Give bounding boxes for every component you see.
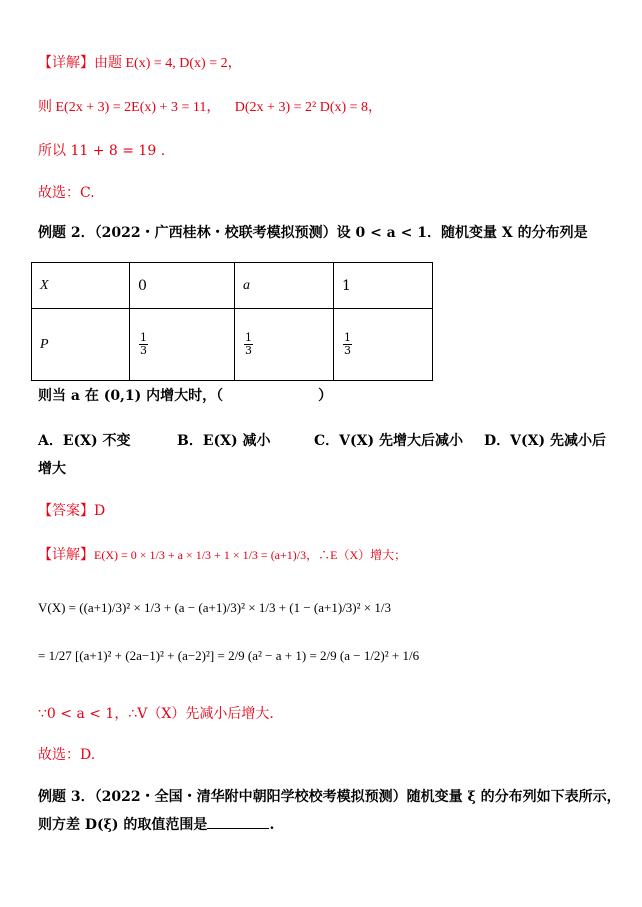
- ex2-answer: 【答案】D: [38, 503, 106, 519]
- ex1-solution-line1: [38, 52, 242, 72]
- table-cell: $\frac{1}{3}$: [235, 309, 334, 381]
- variance-line1: V(X) = ((a+1)/3)² × 1/3 + (a − (a+1)/3)² × 1/3 + (1 − (a+1)/3)² × 1/3: [38, 600, 391, 615]
- table-cell: P: [32, 309, 130, 381]
- table-cell: X: [32, 263, 130, 309]
- distribution-table: [31, 262, 433, 381]
- ex3-line2: 则方差 D(ξ) 的取值范围是 .: [38, 817, 275, 833]
- ex1-solution-line3: 所以 11 + 8 = 19 .: [38, 143, 166, 159]
- solution-tag: 【详解】: [38, 55, 94, 71]
- ex2-solution-ex: [38, 544, 406, 564]
- table-row-p: [32, 309, 433, 381]
- table-cell: 1: [334, 263, 433, 309]
- option-b: B．E(X) 减小: [177, 433, 271, 449]
- option-d-continued: 增大: [38, 461, 66, 477]
- ex2-conclusion: ∵0 < a < 1，∴V（X）先减小后增大.: [38, 706, 274, 722]
- ex2-title: 例题 2．（2022・广西桂林・校联考模拟预测）设 0 < a < 1．随机变量 X 的分布列是: [38, 225, 588, 241]
- ex1-solution-line2: [38, 96, 382, 116]
- expectation-calc: 则 E(2x + 3) = 2E(x) + 3 = 11，: [38, 100, 221, 115]
- variance-line2: = 1/27 [(a+1)² + (2a−1)² + (a−2)²] = 2/9 (a² − a + 1) = 2/9 (a − 1/2)² + 1/6: [38, 648, 420, 663]
- table-cell: 0: [130, 263, 235, 309]
- table-cell: $\frac{1}{3}$: [130, 309, 235, 381]
- solution-tag: 【详解】: [38, 547, 94, 563]
- ex3-title: 例题 3．（2022・全国・清华附中朝阳学校校考模拟预测）随机变量 ξ 的分布列如下表所示，: [38, 789, 621, 805]
- solution-text: 由题 E(x) = 4, D(x) = 2，: [94, 56, 242, 71]
- ex2-question: 则当 a 在 (0,1) 内增大时，（ ）: [38, 388, 333, 404]
- table-cell: a: [235, 263, 334, 309]
- table-row-x: [32, 263, 433, 309]
- answer-blank[interactable]: [207, 816, 269, 829]
- expectation-formula: E(X) = 0 × 1/3 + a × 1/3 + 1 × 1/3 = (a+1)/3，∴E（X）增大；: [94, 548, 407, 562]
- option-d: D．V(X) 先减小后: [484, 433, 606, 449]
- variance-calc: D(2x + 3) = 2² D(x) = 8，: [234, 100, 383, 115]
- table-cell: $\frac{1}{3}$: [334, 309, 433, 381]
- ex2-choice: 故选：D.: [38, 747, 96, 763]
- option-c: C．V(X) 先增大后减小: [314, 433, 463, 449]
- ex1-choice: 故选：C.: [38, 185, 95, 201]
- option-a: A．E(X) 不变: [38, 433, 131, 449]
